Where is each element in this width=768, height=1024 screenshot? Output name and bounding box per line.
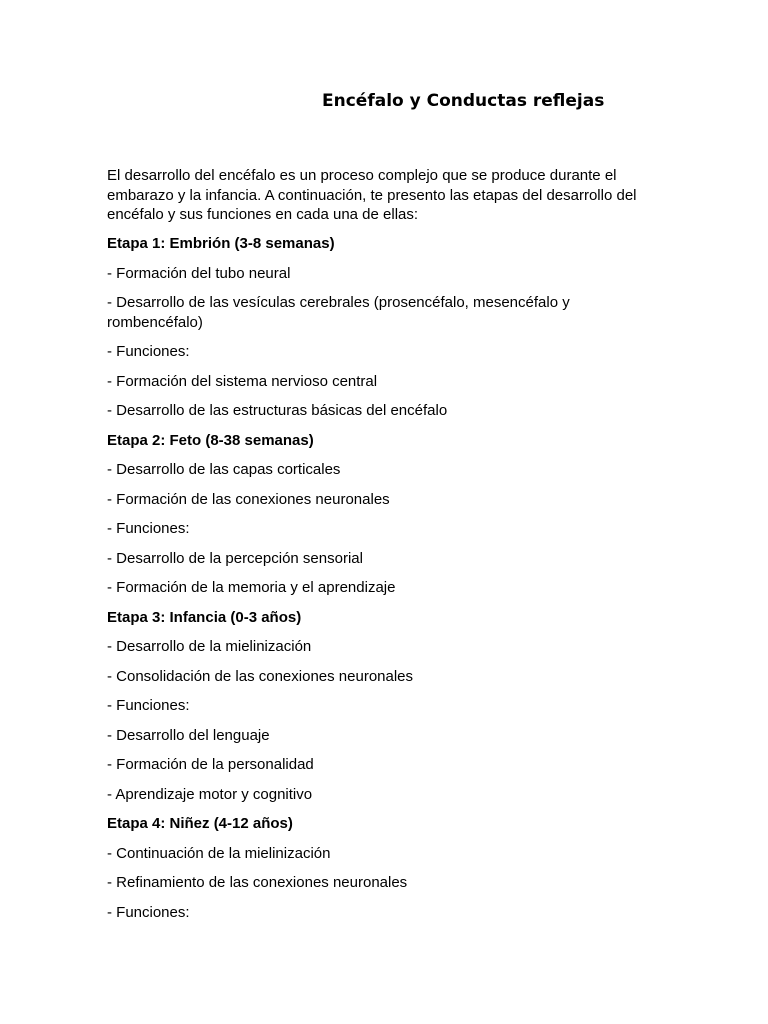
stage-heading: Etapa 1: Embrión (3-8 semanas) [107, 235, 335, 253]
intro-paragraph: El desarrollo del encéfalo es un proceso complejo que se produce durante el embarazo y la infancia. A continuación, te presento las etapas del desarrollo del encéfalo y sus funciones en cada una de ellas: [107, 167, 637, 224]
list-item: - Aprendizaje motor y cognitivo [107, 785, 313, 803]
list-item: - Desarrollo de las capas corticales [107, 461, 341, 479]
list-item: - Desarrollo de las vesículas cerebrales (prosencéfalo, mesencéfalo y rombencéfalo) [107, 294, 570, 331]
list-item: - Formación de la memoria y el aprendizaje [107, 579, 396, 597]
list-item: - Consolidación de las conexiones neuronales [107, 667, 414, 685]
list-item: - Refinamiento de las conexiones neuronales [107, 874, 408, 892]
list-item: - Funciones: [107, 903, 190, 921]
stage-heading: Etapa 4: Niñez (4-12 años) [107, 815, 293, 833]
list-item: - Desarrollo de la percepción sensorial [107, 549, 363, 567]
list-item: - Formación del tubo neural [107, 264, 291, 282]
list-item: - Formación de la personalidad [107, 756, 314, 774]
list-item: - Funciones: [107, 520, 190, 538]
stage-heading: Etapa 3: Infancia (0-3 años) [107, 608, 302, 626]
stage-heading: Etapa 2: Feto (8-38 semanas) [107, 431, 314, 449]
content-lines [107, 234, 657, 922]
list-item: - Continuación de la mielinización [107, 844, 331, 862]
list-item: - Desarrollo de las estructuras básicas del encéfalo [107, 402, 448, 420]
document-title: Encéfalo y Conductas reflejas [322, 91, 605, 111]
list-item: - Funciones: [107, 343, 190, 361]
list-item: - Desarrollo del lenguaje [107, 726, 270, 744]
list-item: - Desarrollo de la mielinización [107, 638, 312, 656]
list-item: - Formación de las conexiones neuronales [107, 490, 390, 508]
list-item: - Formación del sistema nervioso central [107, 372, 378, 390]
document-body [107, 166, 657, 932]
list-item: - Funciones: [107, 697, 190, 715]
